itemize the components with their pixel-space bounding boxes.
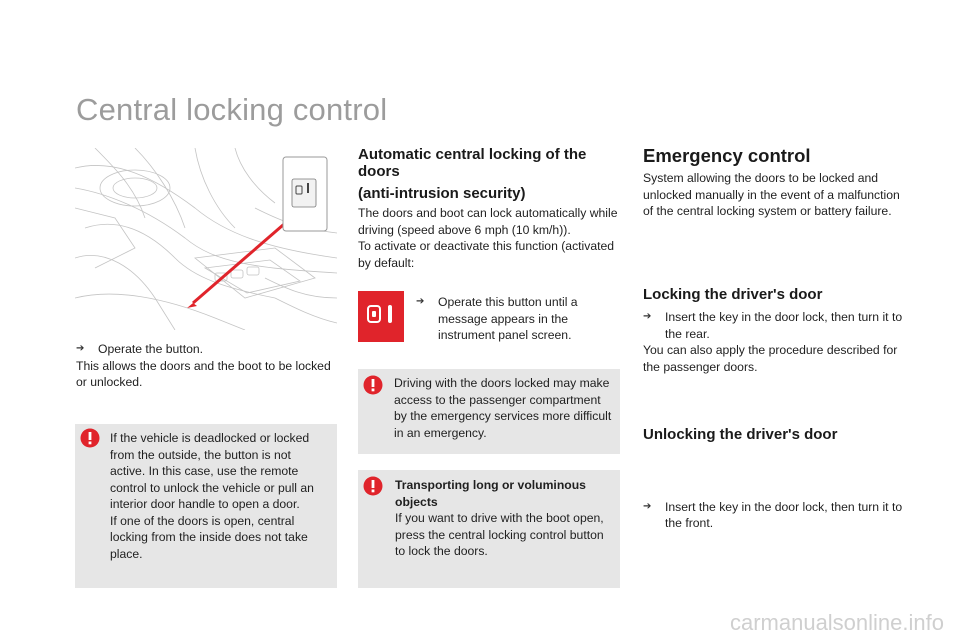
unlocking-step-bullet [643,499,909,532]
auto-locking-intro [358,205,622,271]
unlocking-heading: Unlocking the driver's door [643,426,838,443]
lock-button-icon [358,291,404,342]
driving-warning-text: Driving with the doors locked may make access to the passenger compartment by the emergency services more difficult in an emergency. [394,376,612,440]
locking-step-bullet [643,309,909,342]
operate-bullet [76,341,338,358]
deadlock-warning-text [110,430,320,562]
arrow-bullet-icon: ➔ [643,311,652,322]
arrow-bullet-icon: ➔ [76,343,85,354]
heading-line: Automatic central locking of the doors [358,146,587,180]
driving-warning-box [358,369,620,454]
emergency-heading: Emergency control [643,145,811,166]
deadlock-warning-box [75,424,337,588]
watermark: carmanualsonline.info [729,610,944,635]
locking-step-text: Insert the key in the door lock, then turn it to the rear. [665,310,903,341]
allows-text: This allows the doors and the boot to be locked or unlocked. [76,358,331,389]
locking-note: You can also apply the procedure described for the passenger doors. [643,343,898,374]
auto-locking-heading [358,146,620,202]
warning-exclamation-icon [80,428,100,448]
arrow-bullet-icon: ➔ [643,500,652,512]
warning-exclamation-icon [363,476,383,496]
arrow-bullet-icon: ➔ [416,296,425,307]
operate-button-bullet [416,294,610,344]
operate-button-text: Operate this button until a message appears in the instrument panel screen. [438,295,578,342]
transport-warning-box [358,470,620,588]
transport-title: Transporting long or voluminous objects [395,478,586,509]
activate-text: To activate or deactivate this function (activated by default: [358,239,615,270]
locking-instructions [643,309,909,375]
warning-paragraph: If the vehicle is deadlocked or locked from the outside, the button is not active. In this case, use the remote control to unlock the vehicle or pull an interior door handle to open a door. [110,431,314,511]
transport-body: If you want to drive with the boot open, press the central locking control button to lock the doors. [395,511,604,558]
left-instructions [76,341,338,391]
page-title: Central locking control [76,92,388,127]
warning-paragraph: If one of the doors is open, central locking from the inside does not take place. [110,513,308,561]
operate-text: Operate the button. [98,342,204,356]
unlocking-step-text: Insert the key in the door lock, then turn it to the front. [665,499,903,530]
emergency-body: System allowing the doors to be locked and unlocked manually in the event of a malfunction of the central locking system or battery failure. [643,171,900,218]
locking-heading: Locking the driver's door [643,286,823,303]
warning-exclamation-icon [363,375,383,395]
console-illustration [75,148,337,330]
intro-text: The doors and boot can lock automatically while driving (speed above 6 mph (10 km/h)). [358,206,618,237]
heading-line: (anti-intrusion security) [358,185,526,202]
transport-warning-text [395,477,613,560]
